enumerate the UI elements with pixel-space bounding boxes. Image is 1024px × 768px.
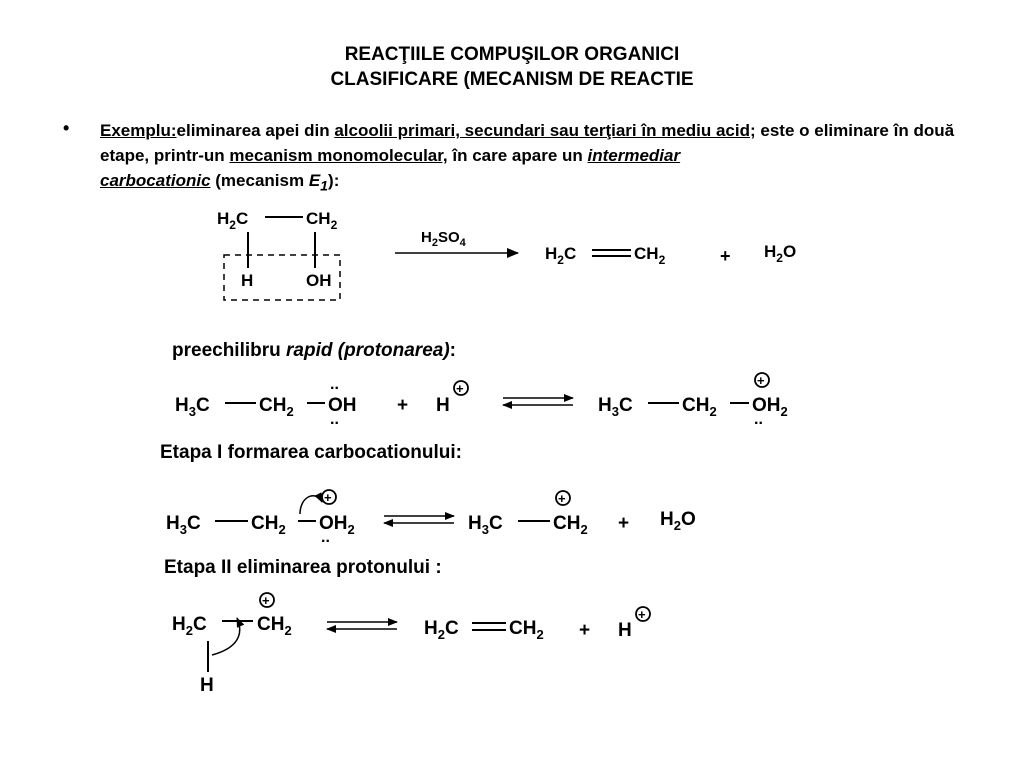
p-lone-pair-top: ..	[330, 376, 339, 393]
e1-lone-pair-bottom: ..	[321, 529, 330, 546]
e2p-proton-charge: +	[638, 607, 646, 622]
overall-reaction	[217, 209, 796, 300]
slide-title-line1: REACŢIILE COMPUŞILOR ORGANICI	[344, 44, 680, 65]
reactant-h: H	[241, 271, 254, 290]
e2p-ch2: $CH_2$	[509, 618, 544, 642]
p-plus: +	[397, 395, 409, 416]
p-oh: OH	[328, 395, 357, 416]
etapa1-heading: Etapa I formarea carbocationului:	[160, 442, 462, 463]
e1-curved-arrow	[300, 496, 322, 514]
para-text-1: eliminarea apei din	[176, 121, 335, 140]
e1p-ch2: $CH_2$	[553, 513, 588, 537]
para-text-3: în care apare un	[447, 146, 588, 165]
carbocation-formation-step	[166, 490, 696, 546]
para-underline-1: alcoolii primari, secundari sau terţiari în mediu acid	[334, 121, 750, 140]
e2p-plus: +	[579, 620, 591, 641]
e1p-carbocation-charge: +	[558, 491, 566, 506]
p-h3c: $H_3C$	[175, 395, 210, 419]
bullet-marker: •	[63, 118, 70, 138]
para-underline-3b: carbocationic	[100, 171, 211, 190]
catalyst-h2so4: $H_2SO_4$	[421, 229, 466, 249]
example-lead: Exemplu:	[100, 121, 177, 140]
proton-elimination-step	[172, 593, 650, 696]
slide-title-line2: CLASIFICARE (MECANISM DE REACTIE	[330, 69, 694, 90]
p2-charge: +	[757, 373, 765, 388]
product-h2c: $H_2C$	[545, 244, 577, 267]
p2-oh2: $OH_2$	[752, 395, 788, 419]
e1-oxonium-charge: +	[324, 490, 332, 505]
mechanism-e: E	[308, 171, 321, 190]
etapa2-heading: Etapa II eliminarea protonului :	[164, 557, 442, 578]
product-ch2: $CH_2$	[634, 244, 666, 267]
p-lone-pair-bottom: ..	[330, 411, 339, 428]
e2-carbocation-charge: +	[262, 593, 270, 608]
p-proton-charge: +	[456, 381, 464, 396]
product-plus: +	[720, 246, 731, 266]
reactant-ch2: $CH_2$	[306, 209, 338, 232]
pre-main: preechilibru	[172, 340, 287, 361]
protonation-step	[175, 373, 788, 428]
p2-ch2: $CH_2$	[682, 395, 717, 419]
e1p-water: $H_2O$	[660, 509, 696, 533]
para-underline-3a: intermediar	[587, 146, 681, 165]
p-ch2: $CH_2$	[259, 395, 294, 419]
e2-h: H	[200, 675, 214, 696]
p2-h3c: $H_3C$	[598, 395, 633, 419]
para-text-4: (mecanism	[210, 171, 309, 190]
product-water: $H_2O$	[764, 242, 797, 265]
p-proton-h: H	[436, 395, 450, 416]
para-text-5: ):	[328, 171, 340, 190]
e1p-h3c: $H_3C$	[468, 513, 503, 537]
e2-ch2: $CH_2$	[257, 614, 292, 638]
e1-ch2: $CH_2$	[251, 513, 286, 537]
reactant-oh: OH	[306, 271, 332, 290]
e2-h2c: $H_2C$	[172, 614, 207, 638]
e1-oh2: $OH_2$	[319, 513, 355, 537]
p2-lone-pair-bottom: ..	[754, 411, 763, 428]
e1p-plus: +	[618, 513, 630, 534]
e2p-proton-h: H	[618, 620, 632, 641]
e2-curved-arrow	[212, 618, 240, 655]
reactant-h2c: $H_2C$	[217, 209, 249, 232]
pre-colon: :	[449, 340, 456, 361]
pre-italic: rapid (protonarea)	[286, 340, 450, 361]
para-underline-2: mecanism monomolecular,	[229, 146, 448, 165]
e1-h3c: $H_3C$	[166, 513, 201, 537]
para-text-2: ; este o eliminare în două etape, printr-un	[100, 121, 955, 165]
mechanism-e-sub: 1	[320, 178, 329, 195]
e2p-h2c: $H_2C$	[424, 618, 459, 642]
